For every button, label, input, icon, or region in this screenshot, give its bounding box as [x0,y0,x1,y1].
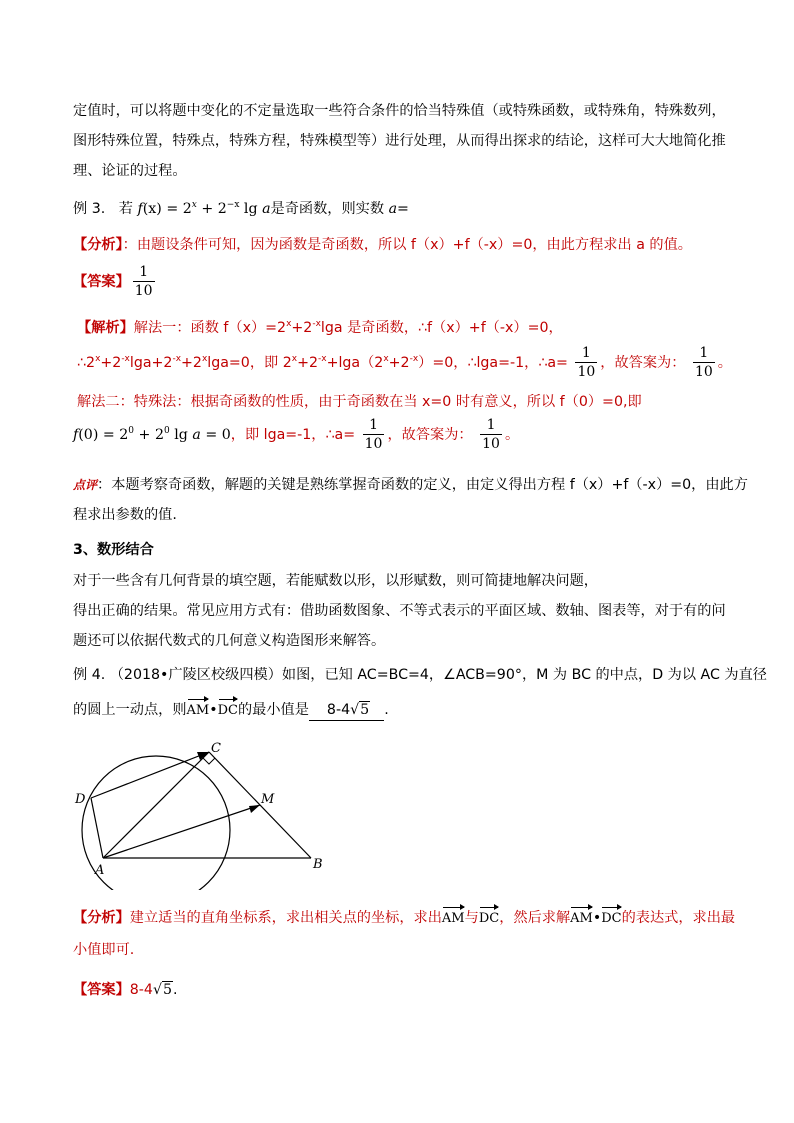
blank-value: 8-4 [326,702,351,718]
superscript: x [95,354,101,364]
vector-dc: DC [479,906,499,929]
example-ruo: 若 [118,201,133,217]
right-angle-mark [203,758,215,764]
fraction-denominator: 10 [694,364,713,380]
solution-text: lga+2 [129,355,173,371]
fraction-numerator: 1 [699,345,709,361]
answer-fraction [133,263,155,301]
answer-value: 8-4 [129,982,153,998]
example-4-line-1: 例 4. （2018•广陵区校级四模）如图，已知 AC=BC=4，∠ACB=90°，M 为 BC 的中点，D 为以 AC 为直径 [73,667,767,683]
solution-text: 。 [504,427,520,443]
answer-3 [73,262,158,302]
intro-line-1: 定值时，可以将题中变化的不定量选取一些符合条件的恰当特殊值（或特殊函数，或特殊角，特殊数列， [73,103,726,119]
formula-part: + 2 [134,427,164,443]
solution-text: lga 是奇函数，∴f（x）+f（-x）=0， [320,320,563,336]
vector-am: AM [187,698,210,721]
fraction-denominator: 10 [482,436,500,452]
answer-value: . [173,982,178,998]
solution-text: 。 [717,355,732,371]
solution-3-line-3: 解法二：特殊法：根据奇函数的性质，由于奇函数在当 x=0 时有意义，所以 f（0）=0,即 [77,394,642,410]
analysis-text: ：由题设条件可知，因为函数是奇函数，所以 f（x）+f（-x）=0，由此方程求出 a 的值。 [122,237,692,253]
formula-f: f [137,201,143,217]
label-m: M [261,792,275,807]
section-line-3: 题还可以依据代数式的几何意义构造图形来解答。 [73,633,386,649]
fraction-numerator: 1 [581,345,591,361]
dot-operator: • [209,702,218,718]
solution-text: lga=0，即 2 [207,355,292,371]
intro-line-3: 理、论证的过程。 [73,163,187,179]
solution-text: +2 [100,355,122,371]
formula-part: (0) = 2 [78,427,129,443]
vector-am: AM [442,906,465,929]
formula-exp: −x [226,200,240,210]
vector-dc: DC [601,906,621,929]
superscript: -x [318,354,327,364]
fraction [693,344,715,382]
formula-part: lg [239,201,258,217]
vector-am: AM [570,906,593,929]
solution-text: +2 [388,355,410,371]
comment-3-line-1 [73,475,748,495]
superscript: x [286,319,292,329]
comment-3-line-2: 程求出参数的值. [73,507,177,523]
fraction-numerator: 1 [486,417,496,433]
equals-sign: = [397,201,409,217]
solution-3-line-4 [73,416,519,454]
solution-text: +2 [297,355,318,371]
fraction-denominator: 10 [364,436,383,452]
section-line-2: 得出正确的结果。常见应用方式有：借助函数图象、不等式表示的平面区域、数轴、图表等，对于有的问 [73,603,726,619]
dot-operator: • [592,910,602,926]
superscript: 0 [163,426,170,436]
solution-tag: 【解析】 [77,320,134,336]
fraction [363,416,385,454]
section-line-1: 对于一些含有几何背景的填空题，若能赋数以形，以形赋数，则可简捷地解决问题， [73,573,598,589]
question-text: 的圆上一动点，则 [73,702,187,718]
superscript: x [383,354,389,364]
label-d: D [75,792,86,807]
analysis-4-line-1 [73,906,735,929]
superscript: 0 [128,426,135,436]
analysis-text: 与 [464,910,479,926]
answer-tag: 【答案】 [73,274,130,290]
vector-dc-line [91,752,209,798]
formula-var: a [388,201,398,217]
solution-text: ，即 lga=-1，∴a= [230,427,356,443]
analysis-tag: 【分析】 [73,237,123,253]
segment-da [91,798,103,858]
fraction-denominator: 10 [577,364,596,380]
label-b: B [313,857,323,872]
segment-ac [103,752,209,858]
comment-tag: 点评 [73,478,98,492]
label-a: A [95,863,105,878]
comment-text: ：本题考察奇函数，解题的关键是熟练掌握奇函数的定义，由定义得出方程 f（x）+f（-x）=0，由此方 [97,477,748,493]
sqrt-radicand: 5 [360,702,370,718]
example-4-line-2 [73,698,389,721]
solution-text: +2 [181,355,202,371]
answer-blank [309,700,384,721]
vector-am-line [103,805,260,858]
example-3-question [73,199,409,219]
analysis-text: ，然后求解 [499,910,571,926]
question-text: . [384,702,389,718]
solution-text: ，故答案为： [600,355,686,371]
solution-text: ）=0，∴lga=-1，∴a= [418,355,568,371]
solution-text: +2 [291,320,313,336]
formula-f: f [73,427,79,443]
example-label: 例 3. [73,201,106,217]
question-suffix: 是奇函数，则实数 [270,201,385,217]
fraction-numerator: 1 [369,417,378,433]
intro-line-2: 图形特殊位置，特殊点，特殊方程，特殊模型等）进行处理，从而得出探求的结论，这样可大大地简化推 [73,133,726,149]
analysis-3 [73,235,692,255]
solution-text: ∴2 [77,355,96,371]
vector-am-arrowhead [249,805,260,813]
superscript: -x [172,354,182,364]
superscript: -x [312,319,321,329]
analysis-4-line-2: 小值即可. [73,942,135,958]
sqrt: √5 [350,702,370,718]
solution-3-line-1 [77,318,563,338]
analysis-tag: 【分析】 [73,910,130,926]
solution-3-line-2 [77,344,732,382]
formula-exp: x [191,200,197,210]
formula-part: = 0 [200,427,231,443]
superscript: x [201,354,208,364]
formula-var: a [192,427,201,443]
analysis-text: 建立适当的直角坐标系，求出相关点的坐标，求出 [129,910,442,926]
superscript: -x [409,354,419,364]
fraction [480,416,502,454]
formula-part: lg [169,427,193,443]
section-heading: 3、数形结合 [73,542,154,558]
solution-text: +lga（2 [326,355,384,371]
superscript: -x [121,354,130,364]
formula-part: + 2 [196,201,227,217]
analysis-text: 的表达式，求出最 [621,910,736,926]
answer-tag: 【答案】 [73,982,130,998]
label-c: C [211,741,221,756]
sqrt: √5 [152,982,173,998]
solution-text: 解法一：函数 f（x）=2 [133,320,287,336]
sqrt-radicand: 5 [163,982,173,998]
fraction-numerator: 1 [139,264,149,280]
fraction [575,344,597,382]
fraction-denominator: 10 [134,283,153,299]
solution-text: ，故答案为： [387,427,473,443]
answer-4 [73,980,178,1000]
superscript: x [291,354,298,364]
formula-var: a [262,201,271,217]
formula-part: (x) = 2 [142,201,192,217]
vector-dc: DC [218,698,238,721]
question-text: 的最小值是 [237,702,309,718]
geometry-figure [73,740,343,890]
